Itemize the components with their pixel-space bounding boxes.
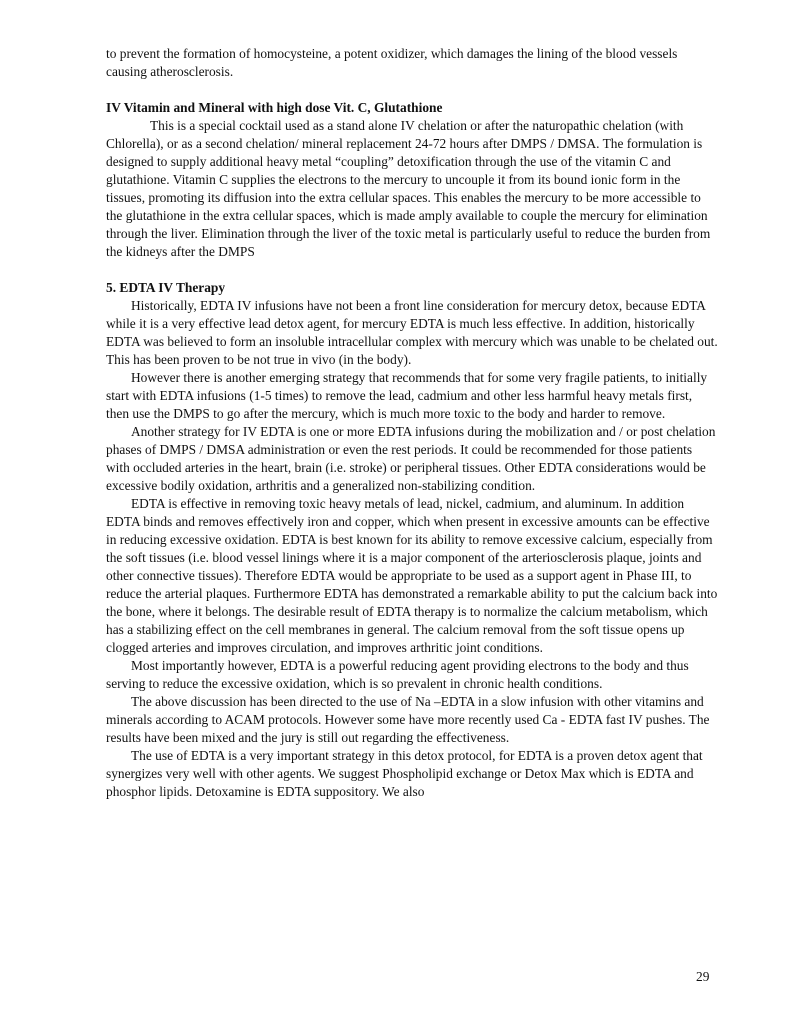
- spacer: [106, 81, 718, 99]
- page-number: 29: [696, 969, 710, 984]
- edta-paragraph-5: Most importantly however, EDTA is a powerful reducing agent providing electrons to the body and thus serving to reduce the excessive oxidation, which is so prevalent in chronic health conditions.: [106, 658, 689, 691]
- edta-paragraph-3: Another strategy for IV EDTA is one or more EDTA infusions during the mobilization and / or post chelation phases of DMPS / DMSA administration or even the rest periods. It could be recommended for those patients with occluded arteries in the heart, brain (i.e. stroke) or peripheral tissues. Other EDTA considerations would be excessive bodily oxidation, arthritis and a generalized non-stabilizing condition.: [106, 424, 716, 493]
- document-page: [106, 45, 718, 801]
- edta-paragraph-2: However there is another emerging strategy that recommends that for some very fragile patients, to initially start with EDTA infusions (1-5 times) to remove the lead, cadmium and other less harmful heavy metals first, then use the DMPS to go after the mercury, which is much more toxic to the body and harder to remove.: [106, 370, 708, 421]
- edta-paragraph-6: The above discussion has been directed to the use of Na –EDTA in a slow infusion with other vitamins and minerals according to ACAM protocols. However some have more recently used Ca - EDTA fast IV pushes. The results have been mixed and the jury is still out regarding the effectiveness.: [106, 694, 710, 745]
- spacer: [106, 261, 718, 279]
- intro-paragraph: to prevent the formation of homocysteine, a potent oxidizer, which damages the lining of the blood vessels causing atherosclerosis.: [106, 46, 678, 79]
- edta-paragraph-7: The use of EDTA is a very important strategy in this detox protocol, for EDTA is a proven detox agent that synergizes very well with other agents. We suggest Phospholipid exchange or Detox Max which is EDTA and phosphor lipids. Detoxamine is EDTA suppository. We also: [106, 748, 703, 799]
- edta-paragraph-4: EDTA is effective in removing toxic heavy metals of lead, nickel, cadmium, and aluminum. In addition EDTA binds and removes effectively iron and copper, which when present in excessive amounts can be effective in reducing excessive oxidation. EDTA is best known for its ability to remove excessive calcium, especially from the soft tissues (i.e. blood vessel linings where it is a major component of the arteriosclerosis plaque, joints and other connective tissues). Therefore EDTA would be appropriate to be used as a support agent in Phase III, to reduce the arterial plaques. Furthermore EDTA has demonstrated a remarkable ability to put the calcium back into the bone, where it belongs. The desirable result of EDTA therapy is to normalize the calcium metabolism, which has a stabilizing effect on the cell membranes in general. The calcium removal from the soft tissue opens up clogged arteries and improves circulation, and improves arthritic joint conditions.: [106, 496, 718, 655]
- edta-paragraph-1: Historically, EDTA IV infusions have not been a front line consideration for mercury detox, because EDTA while it is a very effective lead detox agent, for mercury EDTA is much less effective. In addition, historically EDTA was believed to form an insoluble intracellular complex with mercury which was unable to be chelated out. This has been proven to be not true in vivo (in the body).: [106, 298, 718, 367]
- section-heading-edta: 5. EDTA IV Therapy: [106, 280, 226, 295]
- iv-vitamin-paragraph: This is a special cocktail used as a stand alone IV chelation or after the naturopathic chelation (with Chlorella), or as a second chelation/ mineral replacement 24-72 hours after DMPS / DMSA. The formulation is designed to supply additional heavy metal “coupling” detoxification through the use of the vitamin C and glutathione. Vitamin C supplies the electrons to the mercury to uncouple it from its bound ionic form in the tissues, promoting its diffusion into the extra cellular spaces. This enables the mercury to be more accessible to the glutathione in the extra cellular spaces, which is made amply available to couple the mercury for elimination through the liver. Elimination through the liver of the toxic metal is particularly useful to reduce the burden from the kidneys after the DMPS: [106, 118, 711, 259]
- section-heading-iv-vitamin: IV Vitamin and Mineral with high dose Vit. C, Glutathione: [106, 100, 443, 115]
